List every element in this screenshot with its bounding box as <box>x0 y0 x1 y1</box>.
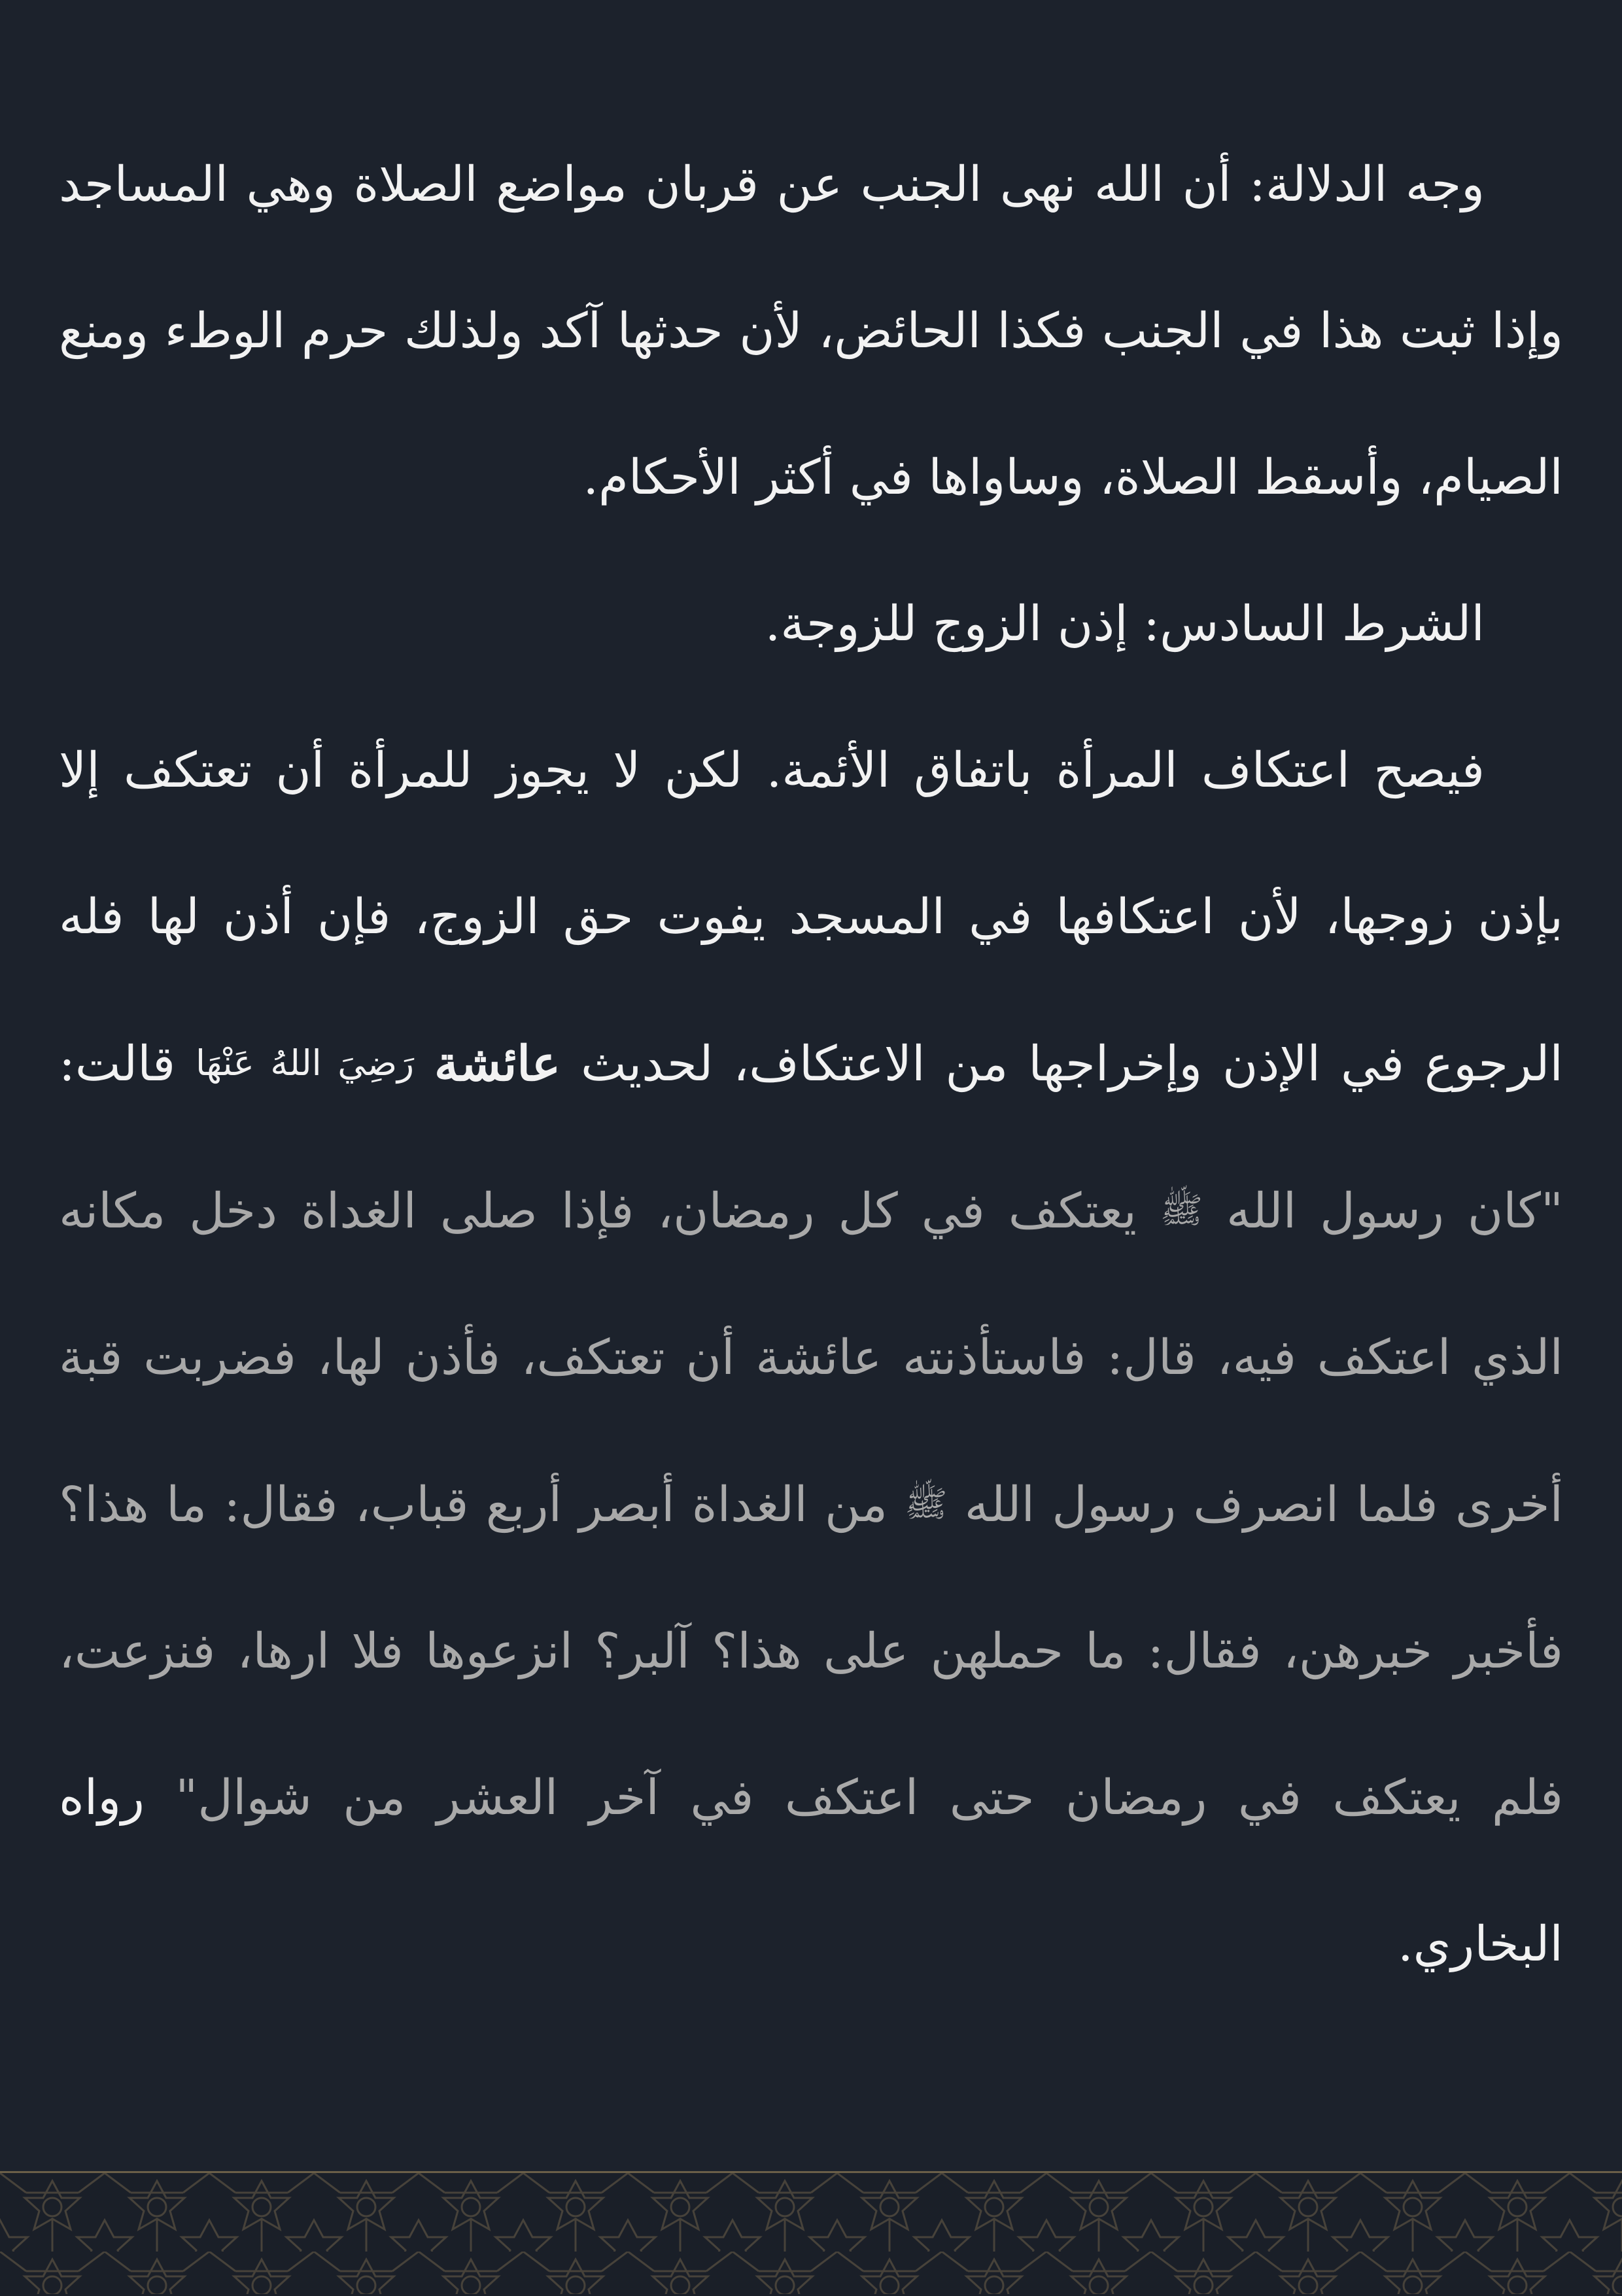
hadith-quote-part-a: "كان رسول الله <box>1226 1183 1563 1239</box>
hadith-quote-part-c: من الغداة أبصر أربع قباب، فقال: ما هذا؟ فأخبر خبرهن، فقال: ما حملهن على هذا؟ آلبر؟ انزعوها فلا ارها، فنزعت، فلم يعتكف في رمضان حتى اعتكف في آخر العشر من شوال" <box>59 1477 1563 1826</box>
hadith-quote <box>59 1183 1563 1826</box>
honorific-radiallahu-anha: رَضِيَ اللهُ عَنْهَا <box>195 1042 415 1084</box>
document-text <box>59 111 1563 2017</box>
narrator-name: عائشة <box>434 1036 561 1092</box>
hadith-source: رواه البخاري. <box>59 1770 1563 1972</box>
decorative-footer-pattern <box>0 2171 1622 2296</box>
salawat-honorific-1: ﷺ <box>1160 1190 1203 1231</box>
said-text: قالت: <box>59 1036 176 1092</box>
paragraph-evidence: وجه الدلالة: أن الله نهى الجنب عن قربان مواضع الصلاة وهي المساجد وإذا ثبت هذا في الجنب فكذا الحائض، لأن حدثها آكد ولذلك حرم الوطء ومنع الصيام، وأسقط الصلاة، وساواها في أكثر الأحكام. <box>59 156 1563 505</box>
paragraph-wife-itikaf <box>59 697 1563 2017</box>
paragraph-sixth-condition: الشرط السادس: إذن الزوج للزوجة. <box>765 596 1485 652</box>
islamic-star-pattern-icon <box>0 2173 1622 2294</box>
salawat-honorific-2: ﷺ <box>905 1483 948 1524</box>
paragraph-intro-text: فيصح اعتكاف المرأة باتفاق الأئمة. لكن لا يجوز للمرأة أن تعتكف إلا بإذن زوجها، لأن اعتكافها في المسجد يفوت حق الزوج، فإن أذن لها فله الرجوع في الإذن وإخراجها من الاعتكاف، لحديث <box>59 742 1563 1092</box>
hadith-quote-part-b: يعتكف في كل رمضان، فإذا صلى الغداة دخل مكانه الذي اعتكف فيه، قال: فاستأذنته عائشة أن تعتكف، فأذن لها، فضربت قبة أخرى فلما انصرف رسول الله <box>59 1183 1564 1533</box>
